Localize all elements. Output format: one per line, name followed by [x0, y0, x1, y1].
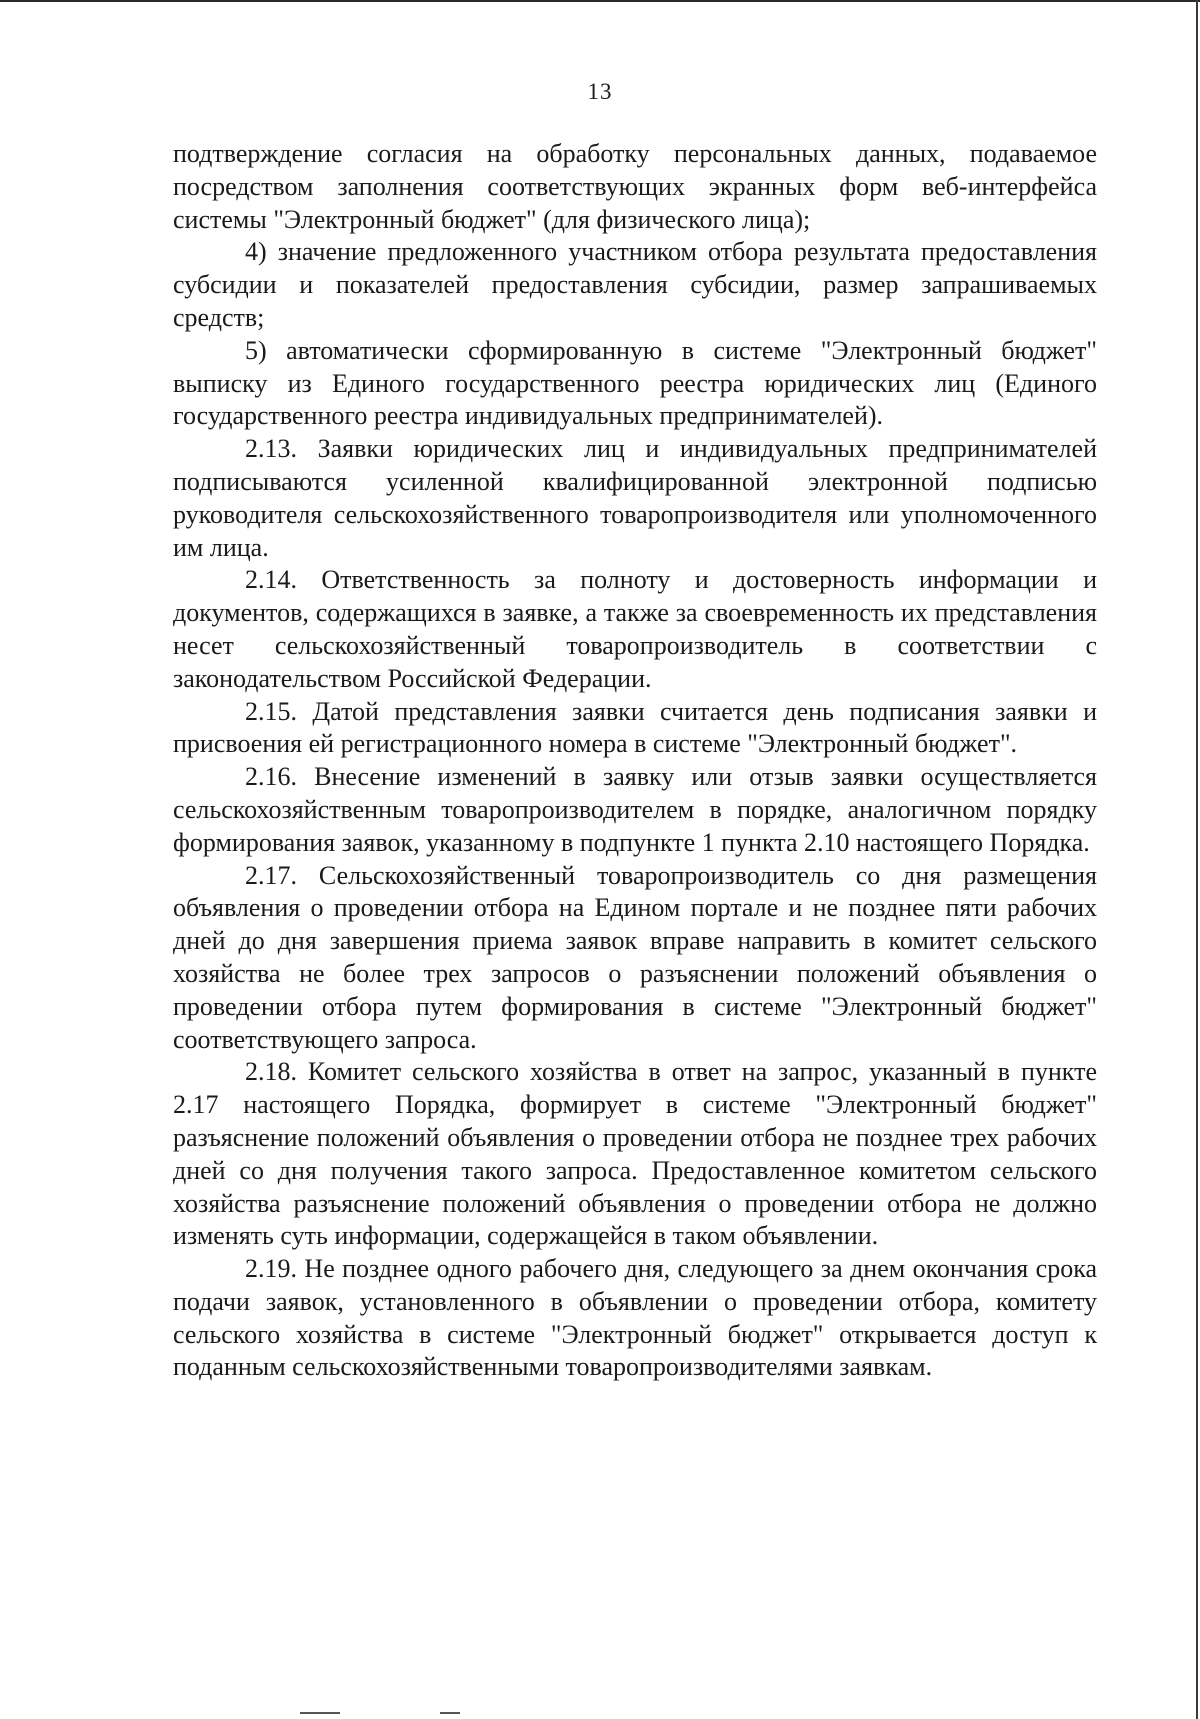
paragraph-consent-continuation: подтверждение согласия на обработку персональных данных, подаваемое посредством заполнения соответствующих экранных форм веб-интерфейса системы "Электронный бюджет" (для физического лица); — [173, 139, 1097, 234]
paragraph-2-16: 2.16. Внесение изменений в заявку или отзыв заявки осуществляется сельскохозяйственным товаропроизводителем в порядке, аналогичном порядку формирования заявок, указанному в подпункте 1 пункта 2.10 настоящего Порядка. — [173, 762, 1097, 857]
paragraph-2-13: 2.13. Заявки юридических лиц и индивидуальных предпринимателей подписываются усиленной квалифицированной электронной подписью руководителя сельскохозяйственного товаропроизводителя или уполномоченного им лица. — [173, 434, 1097, 562]
document-body — [173, 138, 1097, 1384]
scan-artifact-mark — [440, 1712, 460, 1714]
paragraph-item-4: 4) значение предложенного участником отбора результата предоставления субсидии и показателей предоставления субсидии, размер запрашиваемых средств; — [173, 237, 1097, 332]
page-number: 13 — [587, 79, 613, 104]
paragraph-2-15: 2.15. Датой представления заявки считается день подписания заявки и присвоения ей регистрационного номера в системе "Электронный бюджет". — [173, 696, 1097, 759]
paragraph-2-14: 2.14. Ответственность за полноту и достоверность информации и документов, содержащихся в заявке, а также за своевременность их представления несет сельскохозяйственный товаропроизводитель в соответствии с законодательством Российской Федерации. — [173, 565, 1097, 693]
paragraph-2-17: 2.17. Сельскохозяйственный товаропроизводитель со дня размещения объявления о проведении отбора на Едином портале и не позднее пяти рабочих дней до дня завершения приема заявок вправе направить в комитет сельского хозяйства не более трех запросов о разъяснении положений объявления о проведении отбора путем формирования в системе "Электронный бюджет" соответствующего запроса. — [173, 860, 1097, 1054]
scan-edge-top — [0, 0, 1200, 2]
paragraph-2-19: 2.19. Не позднее одного рабочего дня, следующего за днем окончания срока подачи заявок, установленного в объявлении о проведении отбора, комитету сельского хозяйства в системе "Электронный бюджет" открывается доступ к поданным сельскохозяйственными товаропроизводителями заявкам. — [173, 1254, 1097, 1382]
paragraph-item-5: 5) автоматически сформированную в системе "Электронный бюджет" выписку из Единого государственного реестра юридических лиц (Единого государственного реестра индивидуальных предпринимателей). — [173, 335, 1097, 431]
paragraph-2-18: 2.18. Комитет сельского хозяйства в ответ на запрос, указанный в пункте 2.17 настоящего Порядка, формирует в системе "Электронный бюджет" разъяснение положений объявления о проведении отбора не позднее трех рабочих дней со дня получения такого запроса. Предоставленное комитетом сельского хозяйства разъяснение положений объявления о проведении отбора не должно изменять суть информации, содержащейся в таком объявлении. — [173, 1057, 1097, 1251]
scan-edge-right — [1196, 0, 1198, 1719]
scan-artifact-mark — [300, 1712, 340, 1714]
